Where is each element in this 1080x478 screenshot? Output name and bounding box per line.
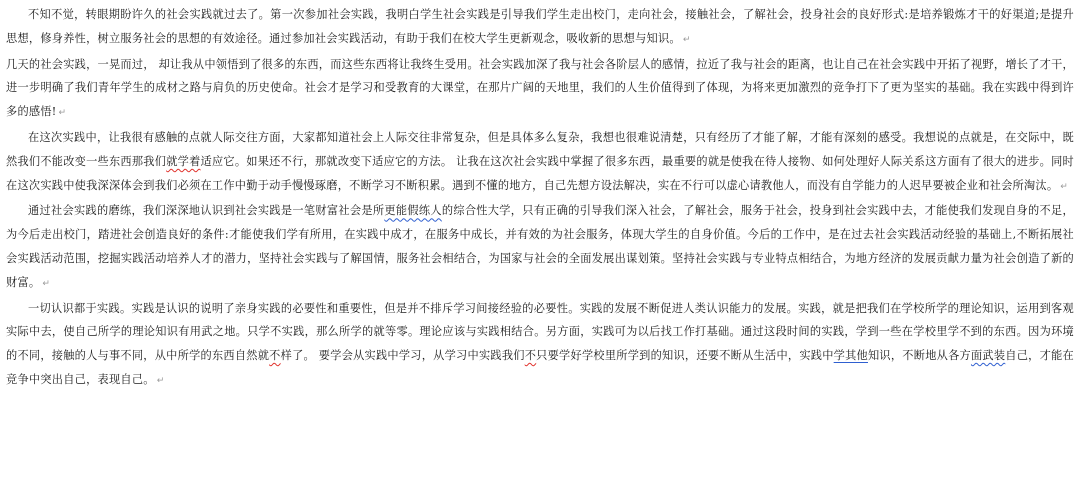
spellcheck-squiggle: 不 [269,349,281,363]
paragraph-mark-icon: ↵ [58,108,67,119]
grammar-underline: 学其他 [833,349,868,363]
text-run: 知识，不断地从各方 [867,349,971,363]
text-run: 样了。 要学会从实践中学习，从学习中实践我们 [280,349,525,363]
text-run: 几天的社会实践，一晃而过， 却让我从中领悟到了很多的东西，而这些东西将让我终生受用。社会实践加深了我与社会各阶层人的感情，拉近了我与社会的距离，也让自己在社会实践中开拓了视野，增长了才干，进一步明确了我们青年学生的成材之路与肩负的历史使命。社会才是学习和受教育的大课堂，在那片广阔的天地里，我们的人生价值得到了体现，为将来更加激烈的竞争打下了更为坚实的基础。我在实践中得到许多的感悟! [6,57,1074,119]
text-run: 适应它。如果还不行，那就改变下适应它的方法。 让我在这次社会实践中掌握了很多东西，最重要的就是使我在待人接物、如何处理好人际关系这方面有了很大的进步。同时在这次实践中使我深深体会到我们必须在工作中勤于动手慢慢琢磨，不断学习不断积累。遇到不懂的地方，自己先想方设法解决，实在不行可以虚心请教他人，而没有自学能力的人迟早要被企业和社会所淘汰。 [6,154,1074,192]
text-run: 通过社会实践的磨练，我们深深地认识到社会实践是一笔财富社会是所 [28,204,385,218]
paragraph-5 [6,297,1074,394]
text-run: 的综合性大学，只有正确的引导我们深入社会，了解社会，服务于社会，投身到社会实践中去，才能使我们发现自身的不足，为今后走出校门，踏进社会创造良好的条件:才能使我们学有所用，在实践中成才，在服务中成长，并有效的为社会服务，体现大学生的自身价值。今后的工作中，是在过去社会实践活动经验的基础上,不断拓展社会实践活动范围，挖掘实践活动培养人才的潜力，坚持社会实践与了解国情，服务社会相结合，为国家与社会的全面发展出谋划策。坚持社会实践与专业特点相结合，为地方经济的发展贡献力量为社会创造了新的财富。 [6,204,1074,289]
text-run: 在这次实践中，让我很有感触的点就人际交往方面，大家都知道社会上人际交往非常复杂，但是具体多么复杂，我想也很难说清楚，只有经历了才能了解，才能有深刻的感受。我想说的点就是，在交际中，既然我们不能改变一些东西那我们 [6,130,1074,168]
spellcheck-squiggle: 不 [524,349,537,363]
paragraph-2 [6,53,1074,126]
spellcheck-squiggle: 更能假练人 [384,204,442,218]
text-run: 只要学好学校里所学到的知识，还要不断从生活中，实践中 [536,349,834,363]
paragraph-mark-icon: ↵ [42,278,50,289]
spellcheck-squiggle: 面武装 [970,349,1006,363]
spellcheck-squiggle: 就学着 [166,154,201,168]
paragraph-4 [6,199,1074,296]
paragraph-mark-icon: ↵ [682,34,691,45]
document-body[interactable] [6,3,1074,394]
paragraph-mark-icon: ↵ [156,375,165,386]
paragraph-1 [6,3,1074,53]
text-run: 不知不觉，转眼期盼许久的社会实践就过去了。第一次参加社会实践，我明白学生社会实践是引导我们学生走出校门，走向社会，接触社会，了解社会，投身社会的良好形式:是培养锻炼才干的好渠道;是提升思想，修身养性，树立服务社会的思想的有效途径。通过参加社会实践活动，有助于我们在校大学生更新观念，吸收新的思想与知识。 [6,8,1074,45]
paragraph-3 [6,126,1074,199]
paragraph-mark-icon: ↵ [1060,181,1068,192]
text-run: 一切认识都于实践。实践是认识的说明了亲身实践的必要性和重要性，但是并不排斥学习间接经验的必要性。实践的发展不断促进人类认识能力的发展。实践，就是把我们在学校所学的理论知识，运用到客观实际中去，使自己所学的理论知识有用武之地。只学不实践，那么所学的就等零。理论应该与实践相结合。另方面，实践可为以后找工作打基础。通过这段时间的实践，学到一些在学校里学不到的东西。因为环境的不同，接触的人与事不同，从中所学的东西自然就 [6,301,1074,363]
text-run: 自己，才能在竞争中突出自己，表现自己。 [6,349,1074,386]
